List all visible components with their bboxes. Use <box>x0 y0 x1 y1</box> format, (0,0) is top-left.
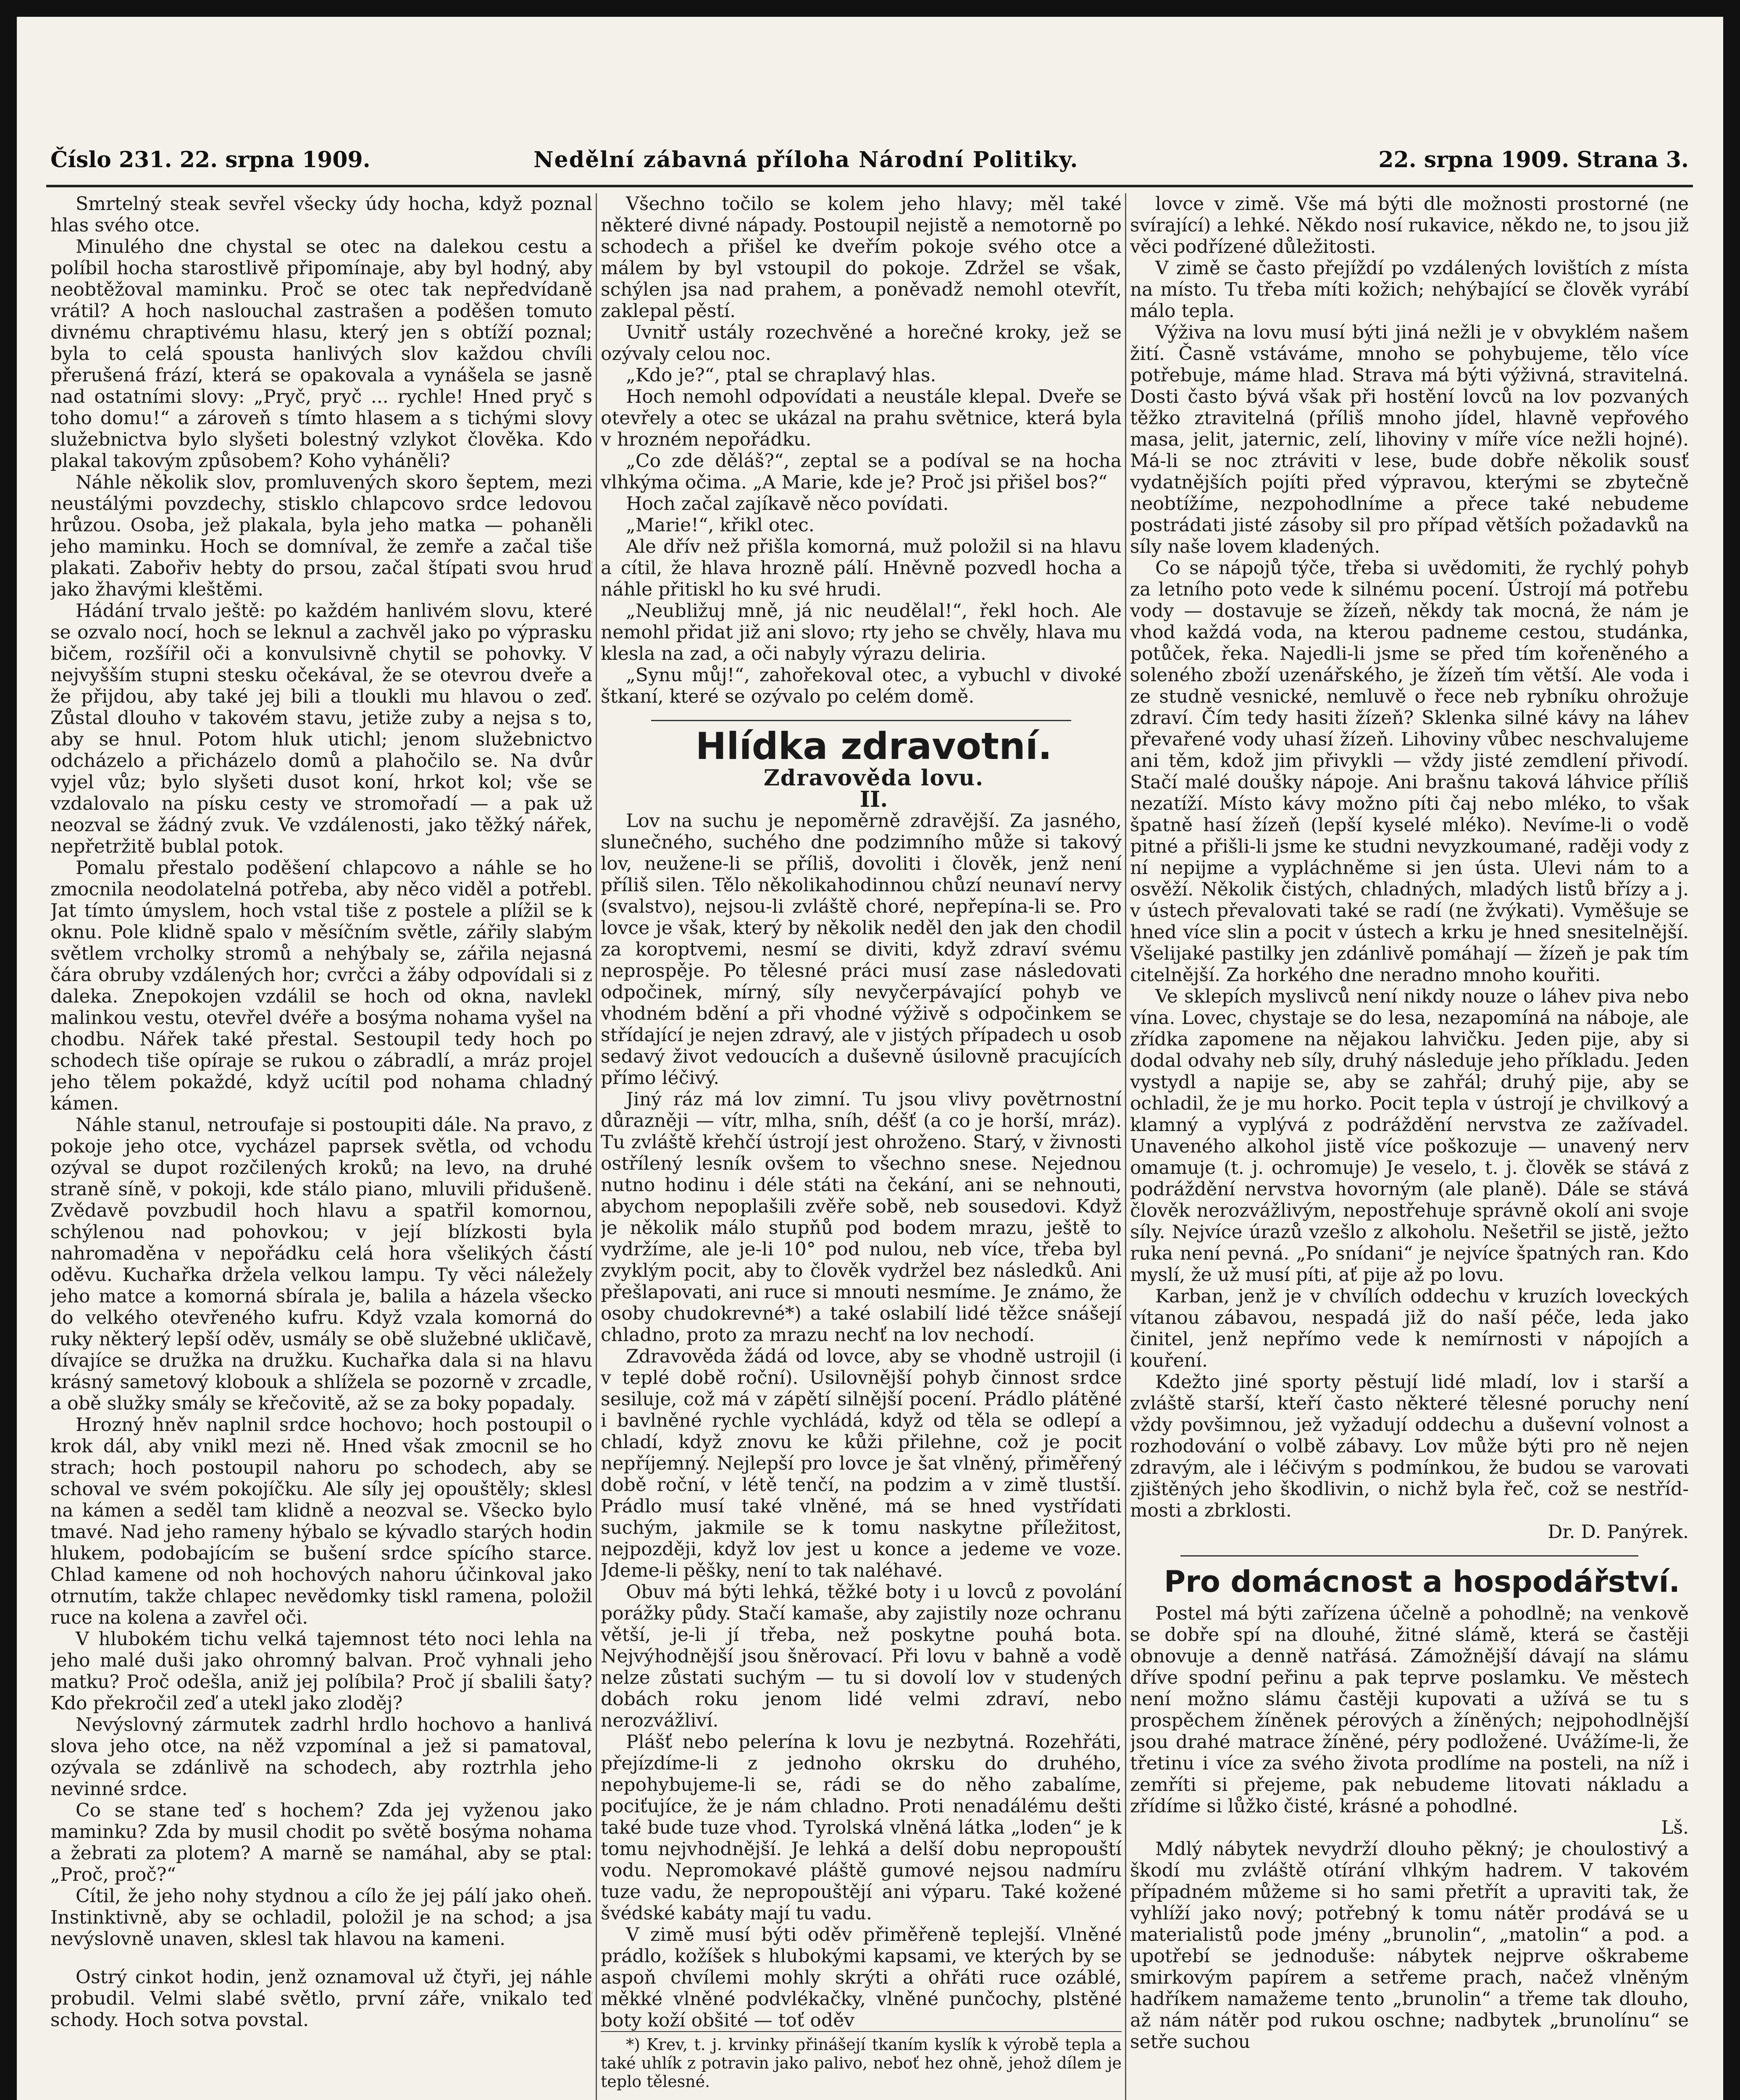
paragraph: Všechno točilo se kolem jeho hlavy; měl také některé divné nápady. Postoupil nejistě a nemotorně po schodech a přišel ke dveřím pokoje svého otce a málem by byl vstoupil do pokoje. Zdržel se však, schýlen jsa nad prahem, a poněvadž nemohl otevřít, zaklepal pěstí. <box>601 193 1122 322</box>
column-2 <box>601 193 1122 2100</box>
publication-title: Nedělní zábavná příloha Národní Politiky. <box>534 147 1079 173</box>
column-divider <box>596 193 597 2100</box>
page-header <box>50 139 1689 176</box>
paragraph: Zdravověda žádá od lovce, aby se vhodně ustrojil (i v teplé době roční). Usilovnější pohyb činnost srdce sesiluje, což má v zápětí silnější pocení. Prádlo plátěné i bavlněné rychle vychládá, když od těla se odlepí a chladí, když znovu ke kůži přilehne, což je pocit nepříjemný. Nejlepší pro lovce je šat vlněný, přiměřený době roční, v létě tenčí, na podzim a v zimě tlustší. Prádlo musí také vlněné, má se hned vystřídati suchým, jakmile se k tomu naskytne příležitost, nejpozději, když lov jest u konce a jedeme ve voze. Jdeme-li pěšky, není to tak naléhavé. <box>601 1346 1122 1581</box>
paragraph: „Co zde děláš?“, zeptal se a podíval se na hocha vlhkýma očima. „A Marie, kde je? Proč jsi přišel bos?“ <box>601 450 1122 493</box>
paragraph: Jiný ráz má lov zimní. Tu jsou vlivy povětrnostní důrazněji — vítr, mlha, sníh, déšť (a co je horší, mráz). Tu zvláště křehčí ústrojí jest ohroženo. Starý, v živnosti ostřílený lesník ovšem to všechno snese. Nejednou nutno hodinu i déle státi na čekání, ani se nehnouti, abychom nepoplašili zvěře sobě, neb sousedovi. Když je několik málo stupňů pod bodem mrazu, ještě to vydržíme, ale je-li 10° pod nulou, neb více, třeba byl zvyklým pocit, aby to člověk vydržel bez následků. Ani přešlapovati, ani ruce si mnouti nesmíme. Je známo, že osoby chudokrevné*) a také oslabilí lidé těžce snášejí chladno, proto za mrazu nechť na lov nechodí. <box>601 1089 1122 1346</box>
section-divider <box>1180 1555 1638 1557</box>
paragraph: Postel má býti zařízena účelně a pohodlně; na venkově se dobře spí na dlouhé, žitné slámě, která se častěji obnovuje a denně natřásá. Zámožnější dávají na slámu dříve spodní peřinu a pak teprve poslamku. Ve městech není možno slámu častěji kupovati a užívá se tu s prospěchem žíněnek pérových a žíněných; nejpohodlnější jsou drahé matrace žíněné, péry podložené. Uvážíme-li, že třetinu i více za svého života prodlíme na posteli, na níž i zemříti si přejeme, pak nebudeme litovati nákladu a zřídíme si lůžko čisté, krásné a pohodlné. <box>1130 1603 1689 1817</box>
date-page: 22. srpna 1909. Strana 3. <box>1378 147 1689 173</box>
footnote: *) Krev, t. j. krvinky přinášejí tkaním kyslík k výrobě tepla a také uhlík z potravin jako palivo, neboť hez ohně, jehož dílem je teplo tělesné. <box>601 2031 1122 2091</box>
paragraph: Hoch nemohl odpovídati a neustále klepal. Dveře se otevřely a otec se ukázal na prahu světnice, která byla v hrozném nepořádku. <box>601 386 1122 450</box>
paragraph: Ostrý cinkot hodin, jenž oznamoval už čtyři, jej náhle probudil. Velmi slabé světlo, první záře, vnikalo teď schody. Hoch sotva povstal. <box>50 1966 592 2031</box>
column-divider <box>1125 193 1126 2100</box>
paragraph: lovce v zimě. Vše má býti dle možnosti prostorné (ne svírající) a lehké. Někdo nosí rukavice, někdo ne, to jsou již věci podřízené důležitosti. <box>1130 193 1689 257</box>
paragraph: Náhle několik slov, promluvených skoro šeptem, mezi neustálými povzdechy, stisklo chlapcovo srdce ledovou hrůzou. Osoba, jež plakala, byla jeho matka — pohaněli jeho maminku. Hoch se domníval, že zemře a začal tiše plakati. Zabořiv hebty do prsou, začal štípati svou hruď jako žhavými kleštěmi. <box>50 472 592 600</box>
section-divider <box>651 720 1071 721</box>
paragraph: Obuv má býti lehká, těžké boty i u lovců z povolání porážky půdy. Stačí kamaše, aby zajistily noze ochranu větší, je-li jí třeba, než poskytne pouhá bota. Nejvýhodnější jsou šněrovací. Při lovu v bahně a vodě nelze zůstati suchým — tu si dovolí lov v studených dobách roku jenom lidé velmi zdraví, nebo nerozvážliví. <box>601 1581 1122 1731</box>
paragraph: V zimě musí býti oděv přiměřeně teplejší. Vlněné prádlo, kožíšek s hlubokými kapsami, ve kterých by se aspoň chvílemi mohly skrýti a ohřáti ruce ozáblé, měkké vlněné podvlékačky, vlněné punčochy, plstěné boty koží obšité — toť oděv <box>601 1924 1122 2031</box>
paragraph: Výživa na lovu musí býti jiná nežli je v obvyklém našem žití. Časně vstáváme, mnoho se pohybujeme, tělo více potřebuje, máme hlad. Strava má býti výživná, stravitelná. Dosti často bývá však při hostění lovců na lov pozvaných těžko ztravitelná (příliš mnoho jídel, hlavně vepřového masa, jelit, jaternic, zelí, lihoviny v míře více nežli hojné). Má-li se noc ztráviti v lese, bude dobře několik sousť vydatnějších pojíti před výpravou, kterými se zbytečně neobtížíme, nezpohodlníme a přece také nebudeme postrádati jisté zásoby sil pro případ větších požadavků na síly naše lovem kladených. <box>1130 322 1689 557</box>
section-signature: Lš. <box>1661 1817 1689 1838</box>
paragraph: Co se stane teď s hochem? Zda jej vyženou jako maminku? Zda by musil chodit po světě bosýma nohama a žebrati za plotem? A marně se namáhal, aby se ptal: „Proč, proč?“ <box>50 1800 592 1885</box>
section-title: Hlídka zdravotní. <box>695 724 1052 768</box>
section-subtitle: Zdravověda lovu. <box>763 765 984 791</box>
issue-number: Číslo 231. 22. srpna 1909. <box>50 147 371 173</box>
author-signature: Dr. D. Panýrek. <box>1548 1521 1689 1543</box>
section-title: Pro domácnost a hospodářství. <box>1164 1564 1680 1599</box>
column-1 <box>50 193 592 2100</box>
paragraph: Uvnitř ustály rozechvěné a horečné kroky, jež se ozývaly celou noc. <box>601 322 1122 365</box>
newspaper-page <box>17 17 1723 2100</box>
paragraph: Hádání trvalo ještě: po každém hanlivém slovu, které se ozvalo nocí, hoch se leknul a zachvěl jako po výprasku bičem, rozšířil oči a konvulsivně chytil se pohovky. V nejvyšším stupni stesku očekával, že se otevrou dveře a že přijdou, aby také jej bili a tloukli mu hlavou o zeď. Zůstal dlouho v takovém stavu, jetiže zuby a nejsa s to, aby se hnul. Potom hluk utichl; jenom služebnictvo odcházelo a přicházelo domů a plahočilo se. Na dvůr vyjel vůz; bylo slyšeti dusot koní, hrkot kol; vše se vzdalovalo na písku cesty ve stromořadí — a pak už neozval se žádný zvuk. Ve vzdálenosti, jako těžký nářek, nepřetržitě bublal potok. <box>50 600 592 857</box>
paragraph: V zimě se často přejíždí po vzdálených lovištích z místa na místo. Tu třeba míti kožich; nehýbající se člověk vyrábí málo tepla. <box>1130 257 1689 322</box>
paragraph: „Marie!“, křikl otec. <box>626 514 815 536</box>
paragraph: Kdežto jiné sporty pěstují lidé mladí, lov i starší a zvláště starší, kteří často některé tělesné poruchy není vždy povšimnou, jež vyžadují oddechu a duševní volnost a rozhodování o volbě zábavy. Lov může býti pro ně nejen zdravým, ale i léčivým s podmínkou, že budou se varovati zjištěných jeho škodlivin, o nichž byla řeč, což se nestříd- mosti a zbrklosti. <box>1130 1371 1689 1521</box>
paragraph: Náhle stanul, netroufaje si postoupiti dále. Na pravo, z pokoje jeho otce, vycházel paprsek světla, od vchodu ozýval se dupot rozčilených kroků; na levo, na druhé straně síně, v pokoji, kde stálo piano, mluvili přidušeně. Zvědavě povzbudil hoch hlavu a spatřil komornou, schýlenou nad pohovkou; v její blízkosti byla nahromaděna v nepořádku celá hora všelikých částí oděvu. Kuchařka držela velkou lampu. Ty věci náležely jeho matce a komorná sbírala je, balila a házela všecko do velkého otevřeného kufru. Když vzala komorná do ruky některý lepší oděv, usmály se obě služebné ukličavě, dívajíce se družka na družku. Kuchařka dala si na hlavu krásný sametový klobouk a shlížela se pozorně v zrcadle, a obě služky smály se křečovitě, až se za boky popadaly. <box>50 1114 592 1414</box>
paragraph: Minulého dne chystal se otec na dalekou cestu a políbil hocha starostlivě připomínaje, aby byl hodný, aby neobtěžoval maminku. Proč se otec tak nepředvídaně vrátil? A hoch naslouchal zastrašen a poděšen tomuto divnému chraptivému hlasu, který jen s obtíží poznal; byla to celá spousta hanlivých slov každou chvíli přerušená frází, která se opakovala a vynášela se jasně nad ostatními slovy: „Pryč, pryč ... rychle! Hned pryč s toho domu!“ a zároveň s tímto hlasem a s tichými slovy služebnictva bylo slyšeti bolestný vzlykot člověka. Kdo plakal takovým způsobem? Koho vyháněli? <box>50 236 592 472</box>
column-3 <box>1130 193 1689 2100</box>
paragraph: Plášť nebo pelerína k lovu je nezbytná. Rozehřáti, přejízdíme-li z jednoho okrsku do druhého, nepohybujeme-li se, rádi se do něho zabalíme, pociťujíce, že je nám chladno. Proti nenadálému dešti také bude tuze vhod. Tyrolská vlněná látka „loden“ je k tomu nejvhodnější. Je lehká a delší dobu nepropouští vodu. Nepromokavé pláště gumové nejsou nadmíru tuze vadu, že nepropouštějí ani výparu. Také kožené švédské kabáty mají tu vadu. <box>601 1731 1122 1924</box>
paragraph: Ve sklepích myslivců není nikdy nouze o láhev piva nebo vína. Lovec, chystaje se do lesa, nezapomíná na náboje, ale zřídka zapomene na nějakou lahvičku. Jeden pije, aby si dodal odvahy neb síly, druhý následuje jeho příkladu. Jeden vystydl a napije se, aby se zahřál; druhý pije, aby se ochladil, že je mu horko. Pocit tepla v ústrojí je chvilkový a klamný a vyplývá z podráždění nervstva ze zažívadel. Unaveného alkohol jistě více poškozuje — unavený nerv omamuje (t. j. ochromuje) Je veselo, t. j. člověk se stává z podráždění nervstva hovorným (ale planě). Dále se stává člověk nerozvážlivým, nepostřehuje správně okolí ani svoje síly. Nejvíce úrazů vzešlo z alkoholu. Nešetřil se jistě, ježto ruka není pevná. „Po snídani“ je nejvíce špatných ran. Kdo myslí, že už musí píti, ať pije až po lovu. <box>1130 986 1689 1286</box>
paragraph: Hrozný hněv naplnil srdce hochovo; hoch postoupil o krok dál, aby vnikl mezi ně. Hned však zmocnil se ho strach; hoch postoupil nahoru po schodech, aby se schoval ve svém pokojíčku. Ale síly jej opouštěly; sklesl na kámen a seděl tam klidně a neozval se. Všecko bylo tmavé. Nad jeho rameny hýbalo se kývadlo starých hodin hlukem, podobajícím se bušení srdce spícího starce. Chlad kamene od noh hochových nahoru účinkoval jako otrnutím, takže chlapec nevědomky tiskl ramena, položil ruce na kolena a zavřel oči. <box>50 1414 592 1628</box>
paragraph: Lov na suchu je nepoměrně zdravější. Za jasného, slunečného, suchého dne podzimního může si takový lov, neužene-li se příliš, dovoliti i člověk, jenž není příliš silen. Tělo několikahodinnou chůzí neunaví nervy (svalstvo), nejsou-li zvláště choré, nepřepína-li se. Pro lovce je však, který by několik neděl den jak den chodil za koroptvemi, nesmí se diviti, když zdraví svému neprospěje. Po tělesné práci musí zase následovati odpočinek, mírný, síly nevyčerpávající pohyb ve vhodném bdění a při vhodné výživě s odpočinkem se střídající je nejen zdravý, ale v jistých případech u osob sedavý život vedoucích a duševně úsilovně pracujících přímo léčivý. <box>601 810 1122 1089</box>
header-rule <box>46 185 1693 187</box>
paragraph: Nevýslovný zármutek zadrhl hrdlo hochovo a hanlivá slova jeho otce, na něž vzpomínal a jež si pamatoval, ozývala se zdánlivě na schodech, aby roztrhla jeho nevinné srdce. <box>50 1714 592 1800</box>
section-number: II. <box>859 787 888 812</box>
paragraph: Cítil, že jeho nohy stydnou a cílo že jej pálí jako oheň. Instinktivně, aby se ochladil, položil je na schod; a jsa nevýslovně unaven, sklesl tak hlavou na kameni. <box>50 1885 592 1950</box>
paragraph: Hoch začal zajíkavě něco povídati. <box>626 493 949 514</box>
paragraph: „Neubližuj mně, já nic neudělal!“, řekl hoch. Ale nemohl přidat již ani slovo; rty jeho se chvěly, hlava mu klesla na zad, a oči nabyly výrazu deliria. <box>601 600 1122 664</box>
paragraph: „Kdo je?“, ptal se chraplavý hlas. <box>626 365 936 386</box>
paragraph: Co se nápojů týče, třeba si uvědomiti, že rychlý pohyb za letního poto vede k silnému pocení. Ústrojí má potřebu vody — dostavuje se žízeň, někdy tak mocná, že nám je vhod každá voda, na kterou padneme cestou, studánka, potůček, řeka. Najedli-li jsme se před tím kořeněného a soleného zboží uzenářského, je žízeň tím větší. Ale voda i ze studně vesnické, nemluvě o řece neb rybníku ohrožuje zdraví. Čím tedy hasiti žízeň? Sklenka silné kávy na láhev převařené vody uhasí žízeň. Lihoviny vůbec neschvalujeme ani těm, kdož jim přivykli — vždy jisté zemdlení přivodí. Stačí malé doušky nápoje. Ani brašnu taková láhvice příliš nezatíží. Místo kávy možno píti čaj nebo mléko, to však špatně hasí žízeň (lepší kyselé mléko). Nevíme-li o vodě pitné a přišli-li jsme ke studni nevyzkoumané, raději vody z ní nepijme a vypláchněme si jen ústa. Ulevi nám to a osvěží. Několik čistých, chladných, mladých listů břízy a j. v ústech převalovati také se radí (ne žvýkati). Vyměšuje se hned více slin a pocit v ústech a krku je hned snesitelnější. Všelijaké pastilky jen zdánlivě pomáhají — žízeň je pak tím citelnější. Za horkého dne neradno mnoho kouřiti. <box>1130 557 1689 986</box>
paragraph: „Synu můj!“, zahořekoval otec, a vybuchl v divoké štkaní, které se ozývalo po celém domě. <box>601 664 1122 707</box>
paragraph: Mdlý nábytek nevydrží dlouho pěkný; je choulostivý a škodí mu zvláště otírání vlhkým hadrem. V takovém případném můžeme si ho sami přetřít a upraviti tak, že vyhlíží jako nový; potřebný k tomu nátěr prodává se u materialistů pode jmény „brunolin“, „matolin“ a pod. a upotřebí se jednoduše: nábytek nejprve oškrabeme smirkovým papírem a setřeme prach, načež vlněným hadříkem namažeme tento „brunolin“ a třeme tak dlouho, až nám nátěr pod rukou oschne; nadbytek „brunolínu“ se setře suchou <box>1130 1838 1689 2053</box>
paragraph: Pomalu přestalo poděšení chlapcovo a náhle se ho zmocnila neodolatelná potřeba, aby něco viděl a potřebl. Jat tímto úmyslem, hoch vstal tiše z postele a plížil se k oknu. Pole klidně spalo v měsíčním světle, zářily slabým světlem vrcholky stromů a nehýbaly se, zářila nejasná čára obruby vzdálených hor; cvrčci a žáby odpovídali si z daleka. Znepokojen vzdálil se hoch od okna, navlekl malinkou vestu, otevřel dvéře a bosýma nohama vyšel na chodbu. Nářek také přestal. Sestoupil tedy hoch po schodech tiše opíraje se rukou o zábradlí, a mráz projel jeho tělem pokaždé, když ucítil pod nohama chladný kámen. <box>50 857 592 1114</box>
paragraph: Smrtelný steak sevřel všecky údy hocha, když poznal hlas svého otce. <box>50 193 592 236</box>
paragraph: Ale dřív než přišla komorná, muž položil si na hlavu a cítil, že hlava hrozně pálí. Hněvně pozvedl hocha a náhle přitiskl ho ku své hrudi. <box>601 536 1122 600</box>
paragraph: V hlubokém tichu velká tajemnost této noci lehla na jeho malé duši jako ohromný balvan. Proč vyhnali jeho matku? Proč odešla, aniž jej políbila? Proč jí sbalili šaty? Kdo překročil zeď a utekl jako zloděj? <box>50 1628 592 1714</box>
paragraph: Karban, jenž je v chvílích oddechu v kruzích loveckých vítanou zábavou, nespadá již do naší péče, leda jako činitel, jenž nepřímo vede k nemírnosti v nápojích a kouření. <box>1130 1286 1689 1371</box>
